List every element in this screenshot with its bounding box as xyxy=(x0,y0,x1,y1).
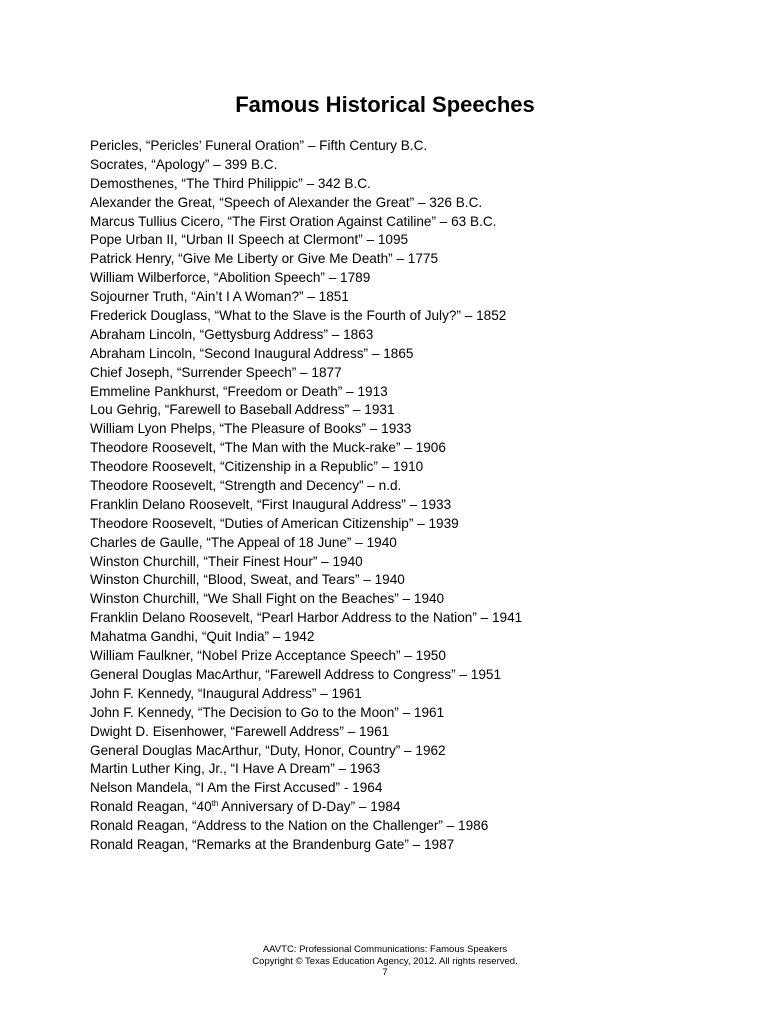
speech-list-item: Abraham Lincoln, “Gettysburg Address” – 1863 xyxy=(90,326,374,342)
speech-list-item: Marcus Tullius Cicero, “The First Oration Against Catiline” – 63 B.C. xyxy=(90,213,497,229)
speech-list-item: William Wilberforce, “Abolition Speech” – 1789 xyxy=(90,270,371,286)
speech-list-item: Abraham Lincoln, “Second Inaugural Address” – 1865 xyxy=(90,345,414,361)
speech-list-item: General Douglas MacArthur, “Duty, Honor, Country” – 1962 xyxy=(90,742,446,758)
speech-list-item: Martin Luther King, Jr., “I Have A Dream” – 1963 xyxy=(90,761,381,777)
speech-list-item: William Faulkner, “Nobel Prize Acceptance Speech” – 1950 xyxy=(90,648,446,664)
speech-list-item: Ronald Reagan, “Address to the Nation on the Challenger” – 1986 xyxy=(90,818,489,834)
speech-list-item: Theodore Roosevelt, “Duties of American Citizenship” – 1939 xyxy=(90,515,459,531)
speech-list-item: Socrates, “Apology” – 399 B.C. xyxy=(90,156,278,172)
speech-list-item: Chief Joseph, “Surrender Speech” – 1877 xyxy=(90,364,342,380)
speech-list-item xyxy=(90,798,750,817)
speech-list-item: Theodore Roosevelt, “The Man with the Muck-rake” – 1906 xyxy=(90,440,446,456)
page-title: Famous Historical Speeches xyxy=(235,92,535,117)
speech-list-item: Alexander the Great, “Speech of Alexander the Great” – 326 B.C. xyxy=(90,194,483,210)
speech-list-item: Mahatma Gandhi, “Quit India” – 1942 xyxy=(90,629,315,645)
speech-list xyxy=(90,137,750,855)
speech-list-item: Pope Urban II, “Urban II Speech at Clermont” – 1095 xyxy=(90,232,409,248)
speech-list-item: John F. Kennedy, “The Decision to Go to the Moon” – 1961 xyxy=(90,704,445,720)
speech-list-item: Charles de Gaulle, “The Appeal of 18 June” – 1940 xyxy=(90,534,397,550)
footer-copyright-line: Copyright © Texas Education Agency, 2012. All rights reserved. xyxy=(252,955,518,967)
speech-list-item: Winston Churchill, “Blood, Sweat, and Tears” – 1940 xyxy=(90,572,405,588)
speech-list-item: Franklin Delano Roosevelt, “Pearl Harbor Address to the Nation” – 1941 xyxy=(90,610,523,626)
speech-list-item: Sojourner Truth, “Ain’t I A Woman?” – 1851 xyxy=(90,289,349,305)
speech-list-item: Patrick Henry, “Give Me Liberty or Give Me Death” – 1775 xyxy=(90,251,439,267)
speech-list-item: Winston Churchill, “Their Finest Hour” – 1940 xyxy=(90,553,363,569)
ordinal-superscript: th xyxy=(211,799,219,809)
speech-list-item: Demosthenes, “The Third Philippic” – 342 B.C. xyxy=(90,175,371,191)
speech-list-item: Theodore Roosevelt, “Citizenship in a Republic” – 1910 xyxy=(90,459,424,475)
speech-list-item: Nelson Mandela, “I Am the First Accused” - 1964 xyxy=(90,780,383,796)
speech-list-item: Dwight D. Eisenhower, “Farewell Address” – 1961 xyxy=(90,723,390,739)
speech-list-item: Theodore Roosevelt, “Strength and Decency” – n.d. xyxy=(90,478,402,494)
speech-list-item: William Lyon Phelps, “The Pleasure of Books” – 1933 xyxy=(90,421,412,437)
speech-text-end: Anniversary of D-Day” – 1984 xyxy=(218,799,401,815)
speech-list-item: John F. Kennedy, “Inaugural Address” – 1961 xyxy=(90,685,362,701)
speech-list-item: Pericles, “Pericles’ Funeral Oration” – Fifth Century B.C. xyxy=(90,138,428,153)
speech-list-item: Lou Gehrig, “Farewell to Baseball Address” – 1931 xyxy=(90,402,395,418)
speech-list-item: General Douglas MacArthur, “Farewell Address to Congress” – 1951 xyxy=(90,666,502,682)
page-number: 7 xyxy=(382,967,388,978)
page-footer xyxy=(0,944,770,979)
speech-list-item: Frederick Douglass, “What to the Slave is the Fourth of July?” – 1852 xyxy=(90,308,507,324)
speech-list-item: Ronald Reagan, “Remarks at the Brandenburg Gate” – 1987 xyxy=(90,836,455,852)
footer-course-line: AAVTC: Professional Communications: Famous Speakers xyxy=(262,944,508,955)
speech-text-start: Ronald Reagan, “40 xyxy=(90,799,212,815)
speech-list-item: Emmeline Pankhurst, “Freedom or Death” – 1913 xyxy=(90,383,388,399)
speech-list-item: Franklin Delano Roosevelt, “First Inaugural Address” – 1933 xyxy=(90,496,452,512)
speech-list-item: Winston Churchill, “We Shall Fight on the Beaches” – 1940 xyxy=(90,591,445,607)
